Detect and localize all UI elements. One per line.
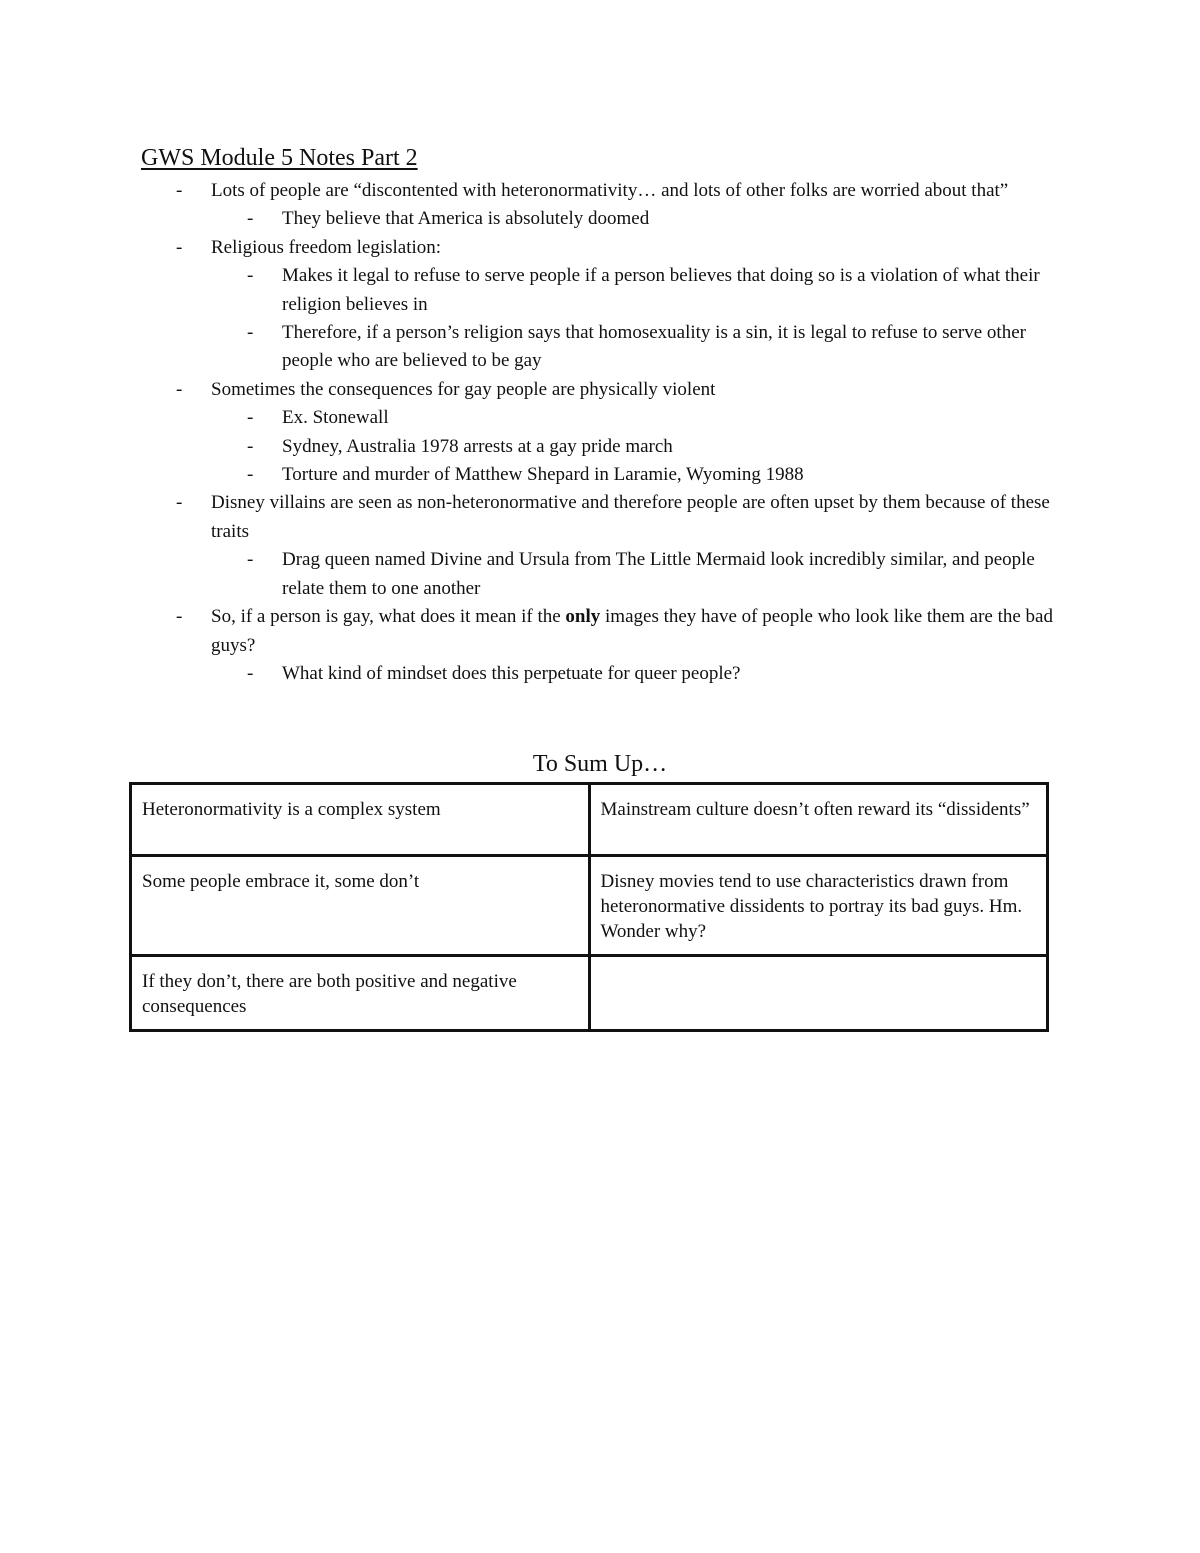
dash-marker: - [247,662,254,684]
page-title: GWS Module 5 Notes Part 2 [141,145,418,171]
summary-table [129,782,1049,1032]
note-text: What kind of mindset does this perpetuate for queer people? [282,662,741,684]
note-text: Therefore, if a person’s religion says that homosexuality is a sin, it is legal to refuse to serve other people who are believed to be gay [282,322,1026,372]
table-cell: Some people embrace it, some don’t [131,856,590,956]
note-bullet [176,234,1056,262]
table-cell: Mainstream culture doesn’t often reward its “dissidents” [589,784,1048,856]
note-text: Lots of people are “discontented with heteronormativity… and lots of other folks are worried about that” [211,180,1009,201]
dash-marker: - [247,208,254,230]
summary-heading: To Sum Up… [532,751,668,777]
table-row [131,956,1048,1031]
note-text: Disney villains are seen as non-heteronormative and therefore people are often upset by them because of these traits [211,492,1050,542]
dash-marker: - [176,492,183,514]
note-text: Religious freedom legislation: [211,236,442,258]
note-sub-bullet [247,546,1056,603]
table-row [131,856,1048,956]
dash-marker: - [176,180,183,201]
dash-marker: - [176,606,183,628]
dash-marker: - [176,236,183,258]
dash-marker: - [247,265,254,287]
note-text: Sydney, Australia 1978 arrests at a gay pride march [282,435,673,457]
dash-marker: - [247,407,254,429]
note-text-after: images they have of people who look like them are the bad guys? [211,606,1053,656]
note-bullet [176,376,1056,404]
note-text: Drag queen named Divine and Ursula from The Little Mermaid look incredibly similar, and people relate them to one another [282,549,1035,599]
note-text: Ex. Stonewall [282,407,389,429]
notes-list [176,177,1056,688]
note-text: Torture and murder of Matthew Shepard in Laramie, Wyoming 1988 [282,464,804,486]
note-sub-bullet [247,433,1056,461]
note-emphasis: only [565,606,601,628]
note-text: Sometimes the consequences for gay people are physically violent [211,378,716,400]
note-text-before: So, if a person is gay, what does it mean if the [211,606,566,628]
table-cell: Heteronormativity is a complex system [131,784,590,856]
note-sub-bullet [247,461,1056,489]
note-text [211,606,1053,655]
dash-marker: - [247,464,254,486]
note-sub-bullet [247,319,1056,376]
note-text: They believe that America is absolutely doomed [282,208,650,230]
note-sub-bullet [247,262,1056,319]
table-cell: If they don’t, there are both positive and negative consequences [131,956,590,1031]
table-cell [589,956,1048,1031]
dash-marker: - [247,549,254,571]
note-sub-bullet [247,205,1056,233]
note-bullet [176,177,1056,205]
dash-marker: - [247,322,254,344]
note-bullet [176,489,1056,546]
note-sub-bullet [247,404,1056,432]
note-bullet [176,603,1056,660]
dash-marker: - [247,435,254,457]
table-cell: Disney movies tend to use characteristics drawn from heteronormative dissidents to portray its bad guys. Hm. Wonder why? [589,856,1048,956]
note-sub-bullet [247,660,1056,688]
dash-marker: - [176,378,183,400]
table-row [131,784,1048,856]
note-text: Makes it legal to refuse to serve people if a person believes that doing so is a violation of what their religion believes in [282,265,1040,315]
